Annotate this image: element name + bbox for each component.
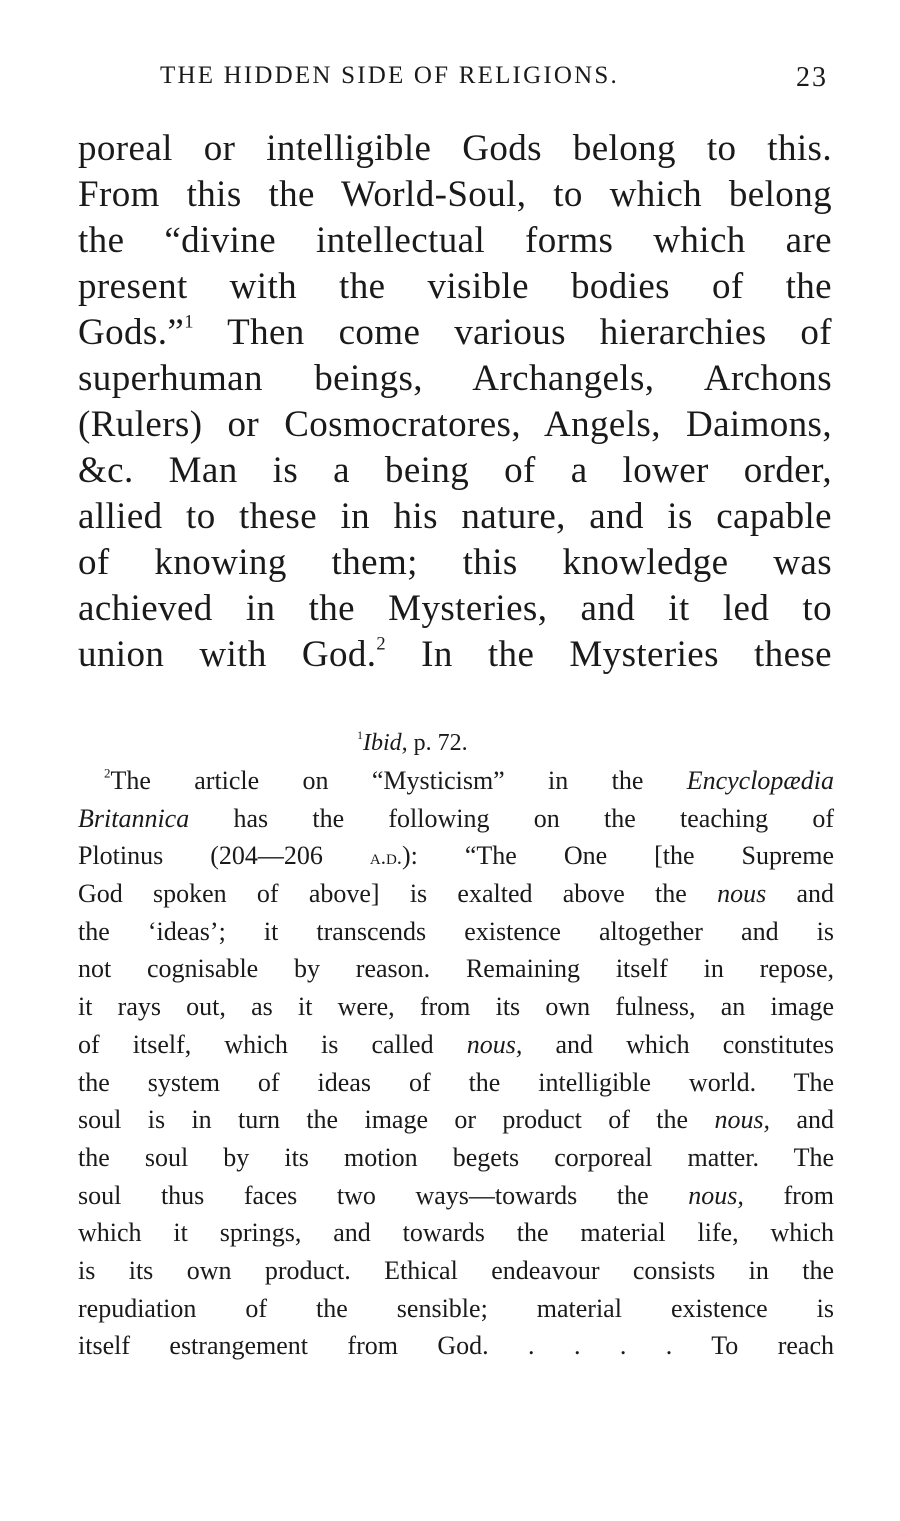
footnote-line (78, 1101, 834, 1139)
footnote-number: 1 (357, 728, 363, 743)
footnote-italic: nous (717, 879, 767, 909)
body-line: of knowing them; this knowledge was (78, 542, 832, 583)
footnote-text: ): “The One [the Supreme (401, 841, 834, 871)
footnote-page: p. 72. (407, 730, 468, 756)
footnote-text: soul thus faces two ways—towards the (78, 1180, 689, 1210)
footnote-2 (78, 762, 834, 1365)
footnote-text: The article on “Mysticism” in the (110, 766, 687, 795)
footnote-line: which it springs, and towards the material life, which (78, 1218, 834, 1248)
running-title: THE HIDDEN SIDE OF RELIGIONS. (160, 62, 619, 89)
footnote-reference: 1 (184, 312, 194, 333)
footnote-italic: nous, (714, 1105, 771, 1135)
footnote-text: has the following on the teaching of (189, 803, 834, 833)
footnote-text: Plotinus (204—206 (78, 841, 370, 871)
body-line: the “divine intellectual forms which are (78, 220, 832, 261)
footnote-italic: Encyclopædia (686, 766, 834, 795)
body-line: &c. Man is a being of a lower order, (78, 450, 832, 491)
footnote-reference: 2 (376, 634, 387, 655)
footnote-line (78, 837, 834, 875)
footnote-text: God spoken of above] is exalted above the (78, 879, 718, 909)
footnote-line (78, 762, 834, 800)
body-text-segment: Gods.” (78, 312, 185, 353)
body-line: achieved in the Mysteries, and it led to (78, 588, 832, 629)
body-line (78, 632, 832, 678)
page-number: 23 (796, 62, 828, 93)
footnote-italic: nous, (688, 1180, 744, 1210)
footnote-text: of itself, which is called (78, 1029, 467, 1059)
footnote-line (78, 1177, 834, 1215)
footnote-text: from (743, 1180, 834, 1210)
body-text-segment: Then come various hierarchies of (193, 312, 832, 353)
body-text-segment: union with God. (78, 634, 377, 675)
footnote-number: 2 (104, 765, 111, 781)
footnote-text: soul is in turn the image or product of the (78, 1105, 715, 1135)
body-line: allied to these in his nature, and is capable (78, 496, 832, 537)
footnote-text: and (770, 1105, 834, 1135)
footnote-line: not cognisable by reason. Remaining itself in repose, (78, 954, 834, 984)
footnote-italic: nous, (466, 1029, 523, 1059)
footnote-1 (357, 730, 468, 757)
body-line (78, 310, 832, 356)
body-text-segment: In the Mysteries these (386, 634, 833, 675)
footnote-line (78, 800, 834, 838)
page-header (160, 62, 840, 98)
footnote-line: the soul by its motion begets corporeal matter. The (78, 1142, 834, 1172)
footnote-line: the system of ideas of the intelligible world. The (78, 1067, 834, 1097)
footnote-line: the ‘ideas’; it transcends existence altogether and is (78, 916, 834, 946)
footnote-source: Ibid, (363, 730, 408, 756)
body-line: superhuman beings, Archangels, Archons (78, 358, 832, 399)
footnote-line (78, 1026, 834, 1064)
footnote-text: and which constitutes (522, 1029, 834, 1059)
body-line: present with the visible bodies of the (78, 266, 832, 307)
footnote-italic: Britannica (78, 803, 190, 833)
body-line: (Rulers) or Cosmocratores, Angels, Daimons, (78, 404, 832, 445)
body-line: poreal or intelligible Gods belong to this. (78, 128, 832, 169)
body-line: From this the World-Soul, to which belong (78, 174, 832, 215)
footnote-line: itself estrangement from God. . . . . To reach (78, 1331, 834, 1361)
footnote-line: repudiation of the sensible; material existence is (78, 1293, 834, 1323)
body-text (78, 126, 832, 678)
footnote-line: is its own product. Ethical endeavour consists in the (78, 1255, 834, 1285)
footnote-line: it rays out, as it were, from its own fulness, an image (78, 992, 834, 1022)
footnote-text: and (766, 879, 834, 909)
footnote-line (78, 875, 834, 913)
footnote-smallcaps: a.d. (369, 846, 402, 870)
